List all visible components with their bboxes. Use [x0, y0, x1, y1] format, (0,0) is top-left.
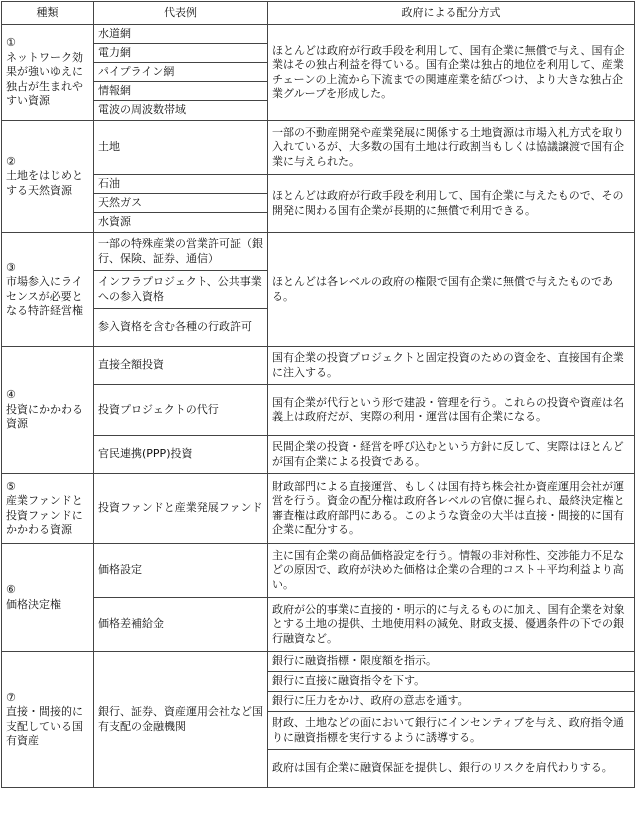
example-cell: 天然ガス: [94, 194, 268, 213]
table-row: [2, 233, 635, 271]
method-cell: ほとんどは政府が行政手段を利用して、国有企業に与えたもので、その開発に関わる国有企業が長期的に無償で利用できる。: [268, 175, 635, 233]
example-cell: 水道網: [94, 25, 268, 44]
method-cell: 一部の不動産開発や産業発展に関係する土地資源は市場入札方式を取り入れているが、大多数の国有土地は行政割当もしくは協議譲渡で国有企業に与えられた。: [268, 121, 635, 175]
category-label: 直接・間接的に支配している国有資産: [6, 705, 83, 747]
category-number: ②: [6, 154, 16, 168]
example-cell: 直接全額投資: [94, 347, 268, 385]
method-cell: 銀行に融資指標・限度額を指示。: [268, 652, 635, 672]
table-row: [2, 25, 635, 44]
header-method: 政府による配分方式: [268, 2, 635, 25]
method-cell: 政府は国有企業に融資保証を提供し、銀行のリスクを肩代わりする。: [268, 750, 635, 788]
header-examples: 代表例: [94, 2, 268, 25]
method-cell: ほとんどは各レベルの政府の権限で国有企業に無償で与えたものである。: [268, 233, 635, 347]
category-number: ①: [6, 36, 16, 50]
example-cell: 価格差補給金: [94, 598, 268, 652]
example-cell: 参入資格を含む各種の行政許可: [94, 309, 268, 347]
category-label: 産業ファンドと投資ファンドにかかわる資源: [6, 494, 83, 536]
table-row: [2, 474, 635, 544]
example-cell: 石油: [94, 175, 268, 194]
example-cell: 情報網: [94, 82, 268, 101]
example-cell: 銀行、証券、資産運用会社など国有支配の金融機関: [94, 652, 268, 788]
category-label: 価格決定権: [6, 597, 61, 611]
header-row: [2, 2, 635, 25]
method-cell: 政府が公的事業に直接的・明示的に与えるものに加え、国有企業を対象とする土地の提供、土地使用料の減免、財政支援、優遇条件の下での銀行融資など。: [268, 598, 635, 652]
example-cell: 電力網: [94, 44, 268, 63]
example-cell: 官民連携(PPP)投資: [94, 436, 268, 474]
example-cell: 価格設定: [94, 544, 268, 598]
category-number: ⑥: [6, 583, 16, 596]
allocation-table: [1, 1, 635, 788]
category-cell: [2, 652, 94, 788]
example-cell: 投資ファンドと産業発展ファンド: [94, 474, 268, 544]
category-cell: [2, 544, 94, 652]
example-cell: インフラプロジェクト、公共事業への参入資格: [94, 271, 268, 309]
method-cell: 国有企業が代行という形で建設・管理を行う。これらの投資や資産は名義上は政府だが、実際の利用・運営は国有企業になる。: [268, 385, 635, 436]
table-row: [2, 436, 635, 474]
table-row: [2, 385, 635, 436]
table-row: [2, 347, 635, 385]
category-number: ⑦: [6, 690, 16, 704]
category-cell: [2, 121, 94, 233]
category-label: 市場参入にライセンスが必要となる特許経営権: [6, 275, 83, 317]
example-cell: 投資プロジェクトの代行: [94, 385, 268, 436]
example-cell: 一部の特殊産業の営業許可証（銀行、保険、証券、通信）: [94, 233, 268, 271]
method-cell: 民間企業の投資・経営を呼び込むという方針に反して、実際はほとんどが国有企業による投資である。: [268, 436, 635, 474]
method-cell: 銀行に圧力をかけ、政府の意志を通す。: [268, 692, 635, 712]
example-cell: 土地: [94, 121, 268, 175]
example-cell: 水資源: [94, 213, 268, 233]
document-page: [1, 1, 636, 788]
table-row: [2, 175, 635, 194]
method-cell: 財政、土地などの面において銀行にインセンティブを与え、政府指令通りに融資指標を実行するように誘導する。: [268, 712, 635, 750]
method-cell: 銀行に直接に融資指令を下す。: [268, 672, 635, 692]
category-cell: [2, 25, 94, 121]
category-label: ネットワーク効果が強いゆえに独占が生まれやすい資源: [6, 50, 83, 108]
category-cell: [2, 233, 94, 347]
category-cell: [2, 347, 94, 474]
table-row: [2, 121, 635, 175]
category-label: 土地をはじめとする天然資源: [6, 169, 83, 197]
method-cell: 国有企業の投資プロジェクトと固定投資のための資金を、直接国有企業に注入する。: [268, 347, 635, 385]
category-cell: [2, 474, 94, 544]
method-cell: 主に国有企業の商品価格設定を行う。情報の非対称性、交渉能力不足などの原因で、政府が決めた価格は企業の合理的コスト＋平均利益より高い。: [268, 544, 635, 598]
header-type: 種類: [2, 2, 94, 25]
method-cell: 財政部門による直接運営、もしくは国有持ち株会社か資産運用会社が運営を行う。資金の配分権は政府各レベルの官僚に握られ、最終決定権と審査権は政府部門にある。このような資金の大半は直接・間接的に国有企業に配分する。: [268, 474, 635, 544]
table-row: [2, 544, 635, 598]
category-number: ④: [6, 388, 16, 402]
table-row: [2, 652, 635, 672]
category-label: 投資にかかわる資源: [6, 402, 83, 431]
category-number: ⑤: [6, 479, 16, 493]
category-number: ③: [6, 260, 16, 274]
table-row: [2, 598, 635, 652]
method-cell: ほとんどは政府が行政手段を利用して、国有企業に無償で与え、国有企業はその独占利益を得ている。国有企業は独占的地位を利用して、産業チェーンの上流から下流までの関連産業を結びつけ、より大きな独占企業グループを形成した。: [268, 25, 635, 121]
example-cell: 電波の周波数帯域: [94, 101, 268, 121]
example-cell: パイプライン網: [94, 63, 268, 82]
